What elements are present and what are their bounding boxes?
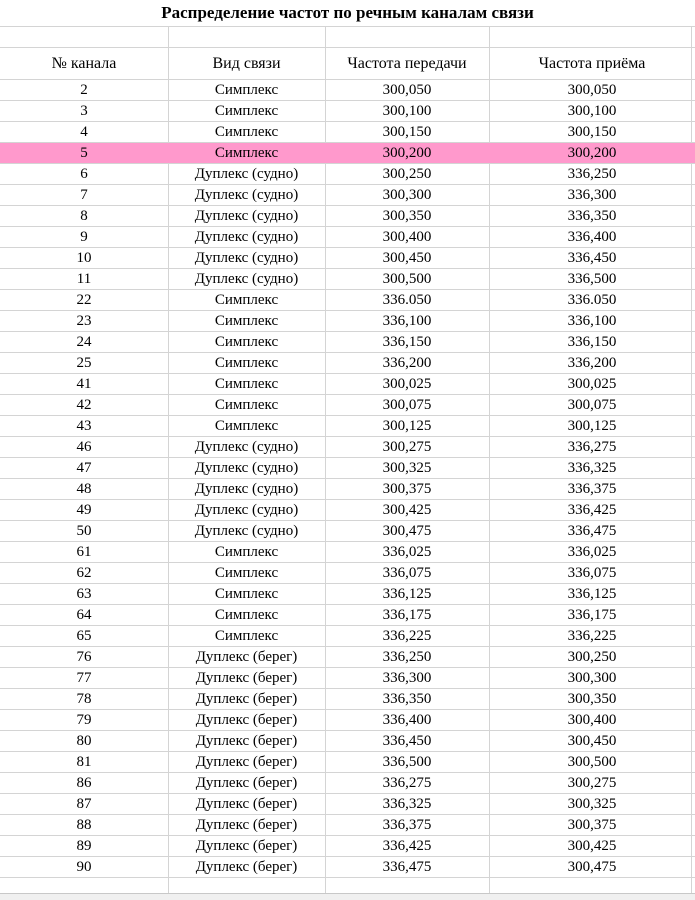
cell-tx[interactable]: 300,475	[382, 523, 432, 539]
cell-rx[interactable]: 336.050	[567, 292, 617, 308]
table-row[interactable]	[0, 647, 695, 668]
table-row[interactable]	[0, 836, 695, 857]
table-row-selected[interactable]	[0, 143, 695, 164]
cell-tx[interactable]: 336,075	[382, 565, 432, 581]
cell-type[interactable]: Дуплекс (судно)	[194, 481, 299, 497]
cell-type[interactable]: Дуплекс (берег)	[195, 817, 298, 833]
cell-type[interactable]: Симплекс	[214, 313, 279, 329]
cell-type[interactable]: Симплекс	[214, 565, 279, 581]
cell-rx[interactable]: 336,175	[567, 607, 617, 623]
cell-tx[interactable]: 336.050	[382, 292, 432, 308]
cell-channel[interactable]: 4	[80, 124, 88, 140]
table-row[interactable]	[0, 206, 695, 227]
cell-rx[interactable]: 300,350	[567, 691, 617, 707]
cell-rx[interactable]: 336,100	[567, 313, 617, 329]
cell-channel[interactable]: 11	[76, 271, 92, 287]
cell-rx[interactable]: 336,475	[567, 523, 617, 539]
cell-type[interactable]: Дуплекс (берег)	[195, 859, 298, 875]
cell-channel[interactable]: 65	[76, 628, 92, 644]
cell-channel[interactable]: 80	[76, 733, 92, 749]
cell-tx[interactable]: 336,425	[382, 838, 432, 854]
cell-rx[interactable]: 336,250	[567, 166, 617, 182]
cell-channel[interactable]: 42	[76, 397, 92, 413]
cell-tx[interactable]: 300,050	[382, 82, 432, 98]
header-type[interactable]: Вид связи	[212, 55, 281, 72]
cell-channel[interactable]: 24	[76, 334, 92, 350]
cell-tx[interactable]: 336,275	[382, 775, 432, 791]
cell-type[interactable]: Симплекс	[214, 544, 279, 560]
cell-rx[interactable]: 336,150	[567, 334, 617, 350]
cell-channel[interactable]: 23	[76, 313, 92, 329]
table-row[interactable]	[0, 668, 695, 689]
table-row[interactable]	[0, 794, 695, 815]
cell-rx[interactable]: 300,050	[567, 82, 617, 98]
cell-type[interactable]: Симплекс	[214, 607, 279, 623]
cell-type[interactable]: Симплекс	[214, 376, 279, 392]
table-row[interactable]	[0, 479, 695, 500]
cell-channel[interactable]: 43	[76, 418, 92, 434]
cell-tx[interactable]: 300,075	[382, 397, 432, 413]
cell-type[interactable]: Дуплекс (судно)	[194, 439, 299, 455]
cell-channel[interactable]: 10	[76, 250, 92, 266]
table-row[interactable]	[0, 773, 695, 794]
cell-rx[interactable]: 336,075	[567, 565, 617, 581]
cell-tx[interactable]: 336,025	[382, 544, 432, 560]
table-row[interactable]	[0, 227, 695, 248]
table-row[interactable]	[0, 500, 695, 521]
table-body	[0, 80, 695, 878]
table-row[interactable]	[0, 101, 695, 122]
cell-channel[interactable]: 63	[76, 586, 92, 602]
cell-rx[interactable]: 300,375	[567, 817, 617, 833]
cell-rx[interactable]: 300,100	[567, 103, 617, 119]
cell-type[interactable]: Симплекс	[214, 397, 279, 413]
header-rx[interactable]: Частота приёма	[538, 55, 646, 72]
cell-tx[interactable]: 336,225	[382, 628, 432, 644]
cell-rx[interactable]: 336,400	[567, 229, 617, 245]
cell-rx[interactable]: 336,025	[567, 544, 617, 560]
table-row[interactable]	[0, 332, 695, 353]
cell-tx[interactable]: 300,100	[382, 103, 432, 119]
cell-tx[interactable]: 300,300	[382, 187, 432, 203]
cell-tx[interactable]: 336,325	[382, 796, 432, 812]
cell-channel[interactable]: 46	[76, 439, 92, 455]
cell-rx[interactable]: 336,500	[567, 271, 617, 287]
table-row[interactable]	[0, 521, 695, 542]
cell-channel[interactable]: 87	[76, 796, 92, 812]
cell-rx[interactable]: 300,325	[567, 796, 617, 812]
table-row[interactable]	[0, 395, 695, 416]
table-row[interactable]	[0, 731, 695, 752]
cell-rx[interactable]: 336,300	[567, 187, 617, 203]
cell-channel[interactable]: 7	[80, 187, 88, 203]
cell-rx[interactable]: 300,200	[567, 145, 617, 161]
cell-tx[interactable]: 300,025	[382, 376, 432, 392]
cell-tx[interactable]: 300,150	[382, 124, 432, 140]
cell-rx[interactable]: 300,250	[567, 649, 617, 665]
cell-rx[interactable]: 300,475	[567, 859, 617, 875]
table-row[interactable]	[0, 689, 695, 710]
header-tx[interactable]: Частота передачи	[347, 55, 467, 72]
cell-tx[interactable]: 336,375	[382, 817, 432, 833]
cell-type[interactable]: Дуплекс (берег)	[195, 796, 298, 812]
table-row[interactable]	[0, 458, 695, 479]
cell-type[interactable]: Симплекс	[214, 628, 279, 644]
table-row[interactable]	[0, 416, 695, 437]
cell-type[interactable]: Дуплекс (судно)	[194, 271, 299, 287]
cell-tx[interactable]: 300,250	[382, 166, 432, 182]
cell-type[interactable]: Дуплекс (судно)	[194, 523, 299, 539]
cell-tx[interactable]: 336,350	[382, 691, 432, 707]
cell-type[interactable]: Симплекс	[214, 418, 279, 434]
cell-type[interactable]: Дуплекс (судно)	[194, 229, 299, 245]
cell-tx[interactable]: 300,425	[382, 502, 432, 518]
cell-type[interactable]: Дуплекс (берег)	[195, 691, 298, 707]
cell-tx[interactable]: 336,300	[382, 670, 432, 686]
cell-rx[interactable]: 300,400	[567, 712, 617, 728]
cell-rx[interactable]: 336,125	[567, 586, 617, 602]
cell-tx[interactable]: 300,500	[382, 271, 432, 287]
table-row[interactable]	[0, 164, 695, 185]
cell-channel[interactable]: 62	[76, 565, 92, 581]
cell-rx[interactable]: 300,075	[567, 397, 617, 413]
cell-type[interactable]: Симплекс	[214, 292, 279, 308]
cell-channel[interactable]: 64	[76, 607, 92, 623]
cell-type[interactable]: Дуплекс (берег)	[195, 670, 298, 686]
cell-tx[interactable]: 300,350	[382, 208, 432, 224]
table-row[interactable]	[0, 584, 695, 605]
table-row[interactable]	[0, 353, 695, 374]
cell-channel[interactable]: 5	[80, 145, 88, 161]
cell-tx[interactable]: 300,325	[382, 460, 432, 476]
table-row[interactable]	[0, 80, 695, 101]
cell-channel[interactable]: 50	[76, 523, 92, 539]
cell-tx[interactable]: 336,250	[382, 649, 432, 665]
cell-channel[interactable]: 22	[76, 292, 92, 308]
cell-tx[interactable]: 336,175	[382, 607, 432, 623]
table-row[interactable]	[0, 122, 695, 143]
cell-tx[interactable]: 300,125	[382, 418, 432, 434]
cell-rx[interactable]: 336,450	[567, 250, 617, 266]
cell-type[interactable]: Дуплекс (берег)	[195, 838, 298, 854]
cell-rx[interactable]: 300,150	[567, 124, 617, 140]
table-row[interactable]	[0, 710, 695, 731]
cell-channel[interactable]: 81	[76, 754, 92, 770]
cell-tx[interactable]: 300,275	[382, 439, 432, 455]
cell-rx[interactable]: 300,425	[567, 838, 617, 854]
cell-tx[interactable]: 300,200	[382, 145, 432, 161]
cell-channel[interactable]: 47	[76, 460, 92, 476]
cell-type[interactable]: Дуплекс (судно)	[194, 460, 299, 476]
cell-rx[interactable]: 336,200	[567, 355, 617, 371]
cell-channel[interactable]: 77	[76, 670, 92, 686]
table-row[interactable]	[0, 269, 695, 290]
cell-rx[interactable]: 300,300	[567, 670, 617, 686]
cell-tx[interactable]: 336,475	[382, 859, 432, 875]
cell-channel[interactable]: 8	[80, 208, 88, 224]
cell-type[interactable]: Дуплекс (судно)	[194, 502, 299, 518]
table-row[interactable]	[0, 857, 695, 878]
table-row[interactable]	[0, 311, 695, 332]
cell-channel[interactable]: 78	[76, 691, 92, 707]
cell-channel[interactable]: 49	[76, 502, 92, 518]
table-row[interactable]	[0, 752, 695, 773]
cell-rx[interactable]: 300,275	[567, 775, 617, 791]
cell-rx[interactable]: 300,125	[567, 418, 617, 434]
cell-type[interactable]: Симплекс	[214, 586, 279, 602]
cell-tx[interactable]: 336,500	[382, 754, 432, 770]
empty-row[interactable]	[0, 27, 695, 48]
cell-rx[interactable]: 336,350	[567, 208, 617, 224]
table-header-row	[0, 48, 695, 80]
cell-tx[interactable]: 336,150	[382, 334, 432, 350]
cell-type[interactable]: Дуплекс (судно)	[194, 187, 299, 203]
cell-rx[interactable]: 300,450	[567, 733, 617, 749]
table-row[interactable]	[0, 815, 695, 836]
cell-channel[interactable]: 61	[76, 544, 92, 560]
cell-tx[interactable]: 300,400	[382, 229, 432, 245]
cell-channel[interactable]: 41	[76, 376, 92, 392]
cell-rx[interactable]: 300,025	[567, 376, 617, 392]
cell-tx[interactable]: 336,125	[382, 586, 432, 602]
cell-channel[interactable]: 88	[76, 817, 92, 833]
cell-rx[interactable]: 336,275	[567, 439, 617, 455]
cell-rx[interactable]: 336,225	[567, 628, 617, 644]
cell-rx[interactable]: 336,325	[567, 460, 617, 476]
cell-channel[interactable]: 90	[76, 859, 92, 875]
cell-type[interactable]: Дуплекс (судно)	[194, 250, 299, 266]
table-row[interactable]	[0, 563, 695, 584]
cell-type[interactable]: Симплекс	[214, 103, 279, 119]
table-row[interactable]	[0, 542, 695, 563]
cell-channel[interactable]: 9	[80, 229, 88, 245]
cell-type[interactable]: Дуплекс (берег)	[195, 733, 298, 749]
cell-channel[interactable]: 76	[76, 649, 92, 665]
cell-tx[interactable]: 300,450	[382, 250, 432, 266]
table-row[interactable]	[0, 605, 695, 626]
table-row[interactable]	[0, 437, 695, 458]
table-row[interactable]	[0, 248, 695, 269]
cell-tx[interactable]: 300,375	[382, 481, 432, 497]
cell-rx[interactable]: 336,375	[567, 481, 617, 497]
cell-type[interactable]: Дуплекс (судно)	[194, 208, 299, 224]
cell-type[interactable]: Симплекс	[214, 145, 279, 161]
cell-rx[interactable]: 300,500	[567, 754, 617, 770]
cell-tx[interactable]: 336,200	[382, 355, 432, 371]
table-row[interactable]	[0, 185, 695, 206]
cell-channel[interactable]: 79	[76, 712, 92, 728]
cell-channel[interactable]: 3	[80, 103, 88, 119]
cell-type[interactable]: Дуплекс (берег)	[195, 649, 298, 665]
cell-type[interactable]: Симплекс	[214, 124, 279, 140]
cell-channel[interactable]: 25	[76, 355, 92, 371]
table-row[interactable]	[0, 374, 695, 395]
cell-type[interactable]: Дуплекс (берег)	[195, 712, 298, 728]
cell-rx[interactable]: 336,425	[567, 502, 617, 518]
cell-tx[interactable]: 336,100	[382, 313, 432, 329]
header-channel[interactable]: № канала	[51, 55, 117, 72]
cell-type[interactable]: Дуплекс (судно)	[194, 166, 299, 182]
table-row[interactable]	[0, 290, 695, 311]
cell-tx[interactable]: 336,400	[382, 712, 432, 728]
cell-type[interactable]: Дуплекс (берег)	[195, 775, 298, 791]
cell-channel[interactable]: 89	[76, 838, 92, 854]
cell-type[interactable]: Симплекс	[214, 82, 279, 98]
cell-channel[interactable]: 48	[76, 481, 92, 497]
cell-channel[interactable]: 6	[80, 166, 88, 182]
cell-type[interactable]: Дуплекс (берег)	[195, 754, 298, 770]
table-row[interactable]	[0, 626, 695, 647]
cell-channel[interactable]: 86	[76, 775, 92, 791]
sheet-title[interactable]: Распределение частот по речным каналам связи	[0, 0, 695, 27]
cell-tx[interactable]: 336,450	[382, 733, 432, 749]
cell-type[interactable]: Симплекс	[214, 355, 279, 371]
cell-channel[interactable]: 2	[80, 82, 88, 98]
cell-type[interactable]: Симплекс	[214, 334, 279, 350]
